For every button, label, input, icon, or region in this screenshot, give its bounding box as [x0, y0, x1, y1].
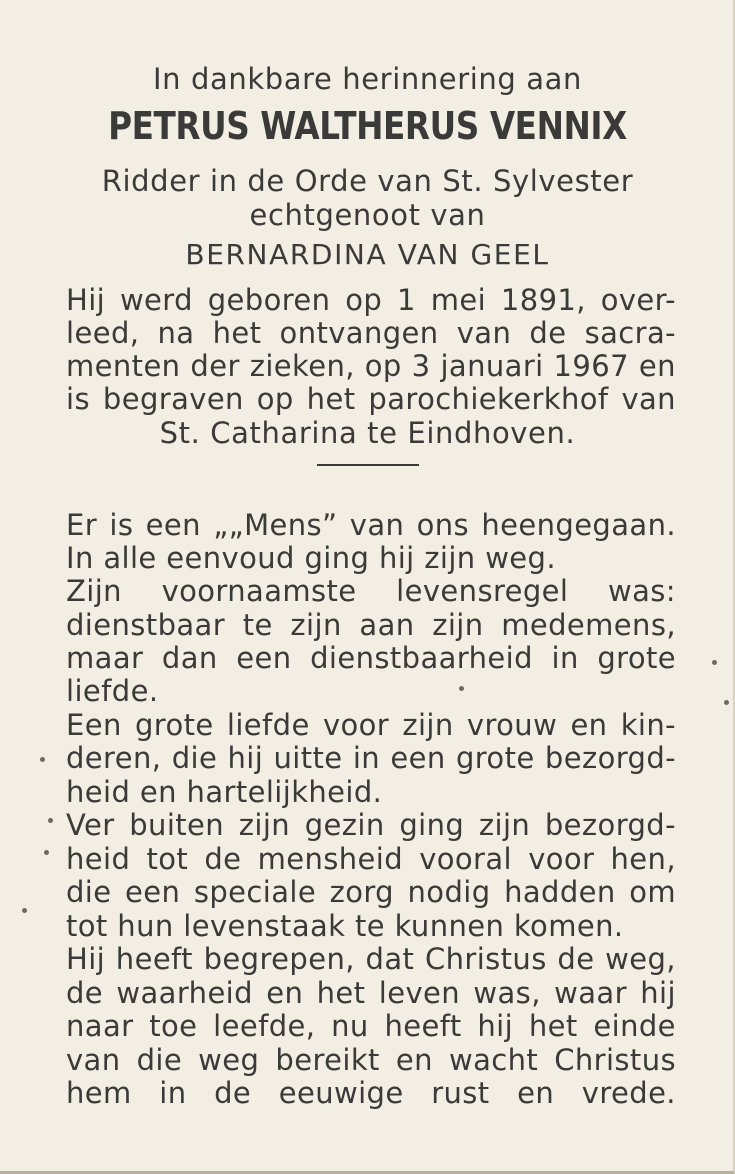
word: een	[125, 875, 181, 909]
word: zieken,	[249, 349, 355, 383]
word: en	[638, 349, 676, 383]
deceased-name: PETRUS WALTHERUS VENNIX	[108, 104, 627, 148]
word: om	[629, 875, 676, 909]
word: die	[66, 875, 112, 909]
word: vrouw	[466, 708, 558, 742]
word: gezin	[304, 808, 385, 842]
word: hadden	[504, 875, 616, 909]
tribute-line	[66, 1076, 676, 1110]
word: de	[557, 942, 595, 976]
word: de	[529, 316, 567, 350]
word: weg	[198, 1043, 260, 1077]
word: na	[157, 316, 195, 350]
word: in	[159, 1076, 187, 1110]
word: rust	[431, 1076, 490, 1110]
word: Een	[66, 708, 122, 742]
tribute-line	[66, 1009, 676, 1043]
word: 3	[411, 349, 431, 383]
tribute-line	[66, 574, 676, 608]
word: waar	[554, 976, 627, 1010]
word: der	[190, 349, 240, 383]
paper-speck	[48, 818, 53, 823]
word: bezorgd-	[544, 808, 676, 842]
word: en	[395, 1043, 433, 1077]
word: een	[145, 508, 201, 542]
word: te	[242, 608, 273, 642]
word: van	[621, 382, 676, 416]
word: Er	[66, 508, 98, 542]
word: die	[171, 741, 218, 775]
bio-line	[66, 382, 676, 416]
paper-speck	[22, 908, 27, 913]
word: parochiekerkhof	[368, 382, 609, 416]
word: een	[236, 641, 292, 675]
tribute-line	[66, 808, 676, 842]
word: grote	[597, 641, 676, 675]
word: en	[517, 1076, 555, 1110]
word: Christus	[424, 942, 547, 976]
tribute-line	[66, 842, 676, 876]
tribute-line	[66, 976, 676, 1010]
word: leefde,	[213, 1009, 316, 1043]
paper-speck	[459, 686, 464, 691]
word: Christus	[554, 1043, 676, 1077]
word: sacra-	[584, 316, 676, 350]
bio-line	[66, 283, 676, 317]
word: hij	[227, 741, 264, 775]
word: eeuwige	[278, 1076, 404, 1110]
word: grote	[455, 741, 535, 775]
word: bezorgd-	[544, 741, 676, 775]
paper-speck	[724, 700, 729, 705]
word: vooral	[419, 842, 513, 876]
word: kin-	[620, 708, 676, 742]
word: weg,	[605, 942, 676, 976]
word: leed,	[66, 316, 140, 350]
word: januari	[440, 349, 544, 383]
word: voor	[322, 708, 390, 742]
word: mei	[430, 283, 487, 317]
tribute-line	[66, 708, 676, 742]
word: zijn	[478, 808, 531, 842]
tribute-line	[66, 942, 676, 976]
word: zijn	[432, 608, 484, 642]
word: hen,	[610, 842, 676, 876]
word: het	[528, 1009, 578, 1043]
word: dan	[161, 641, 218, 675]
word: begraven	[102, 382, 244, 416]
divider-rule	[317, 464, 419, 466]
intro-line: In dankbare herinnering aan	[153, 62, 582, 96]
word: zorg	[329, 875, 394, 909]
word: speciale	[193, 875, 317, 909]
word: aan	[359, 608, 415, 642]
word: buiten	[129, 808, 225, 842]
word: heeft	[384, 1009, 462, 1043]
word: bereikt	[275, 1043, 380, 1077]
word: nodig	[407, 875, 491, 909]
tribute-line	[66, 875, 676, 909]
tribute-line	[66, 608, 676, 642]
word: hem	[66, 1076, 132, 1110]
tribute-line	[66, 741, 676, 775]
tribute-line: tot hun levenstaak te kunnen komen.	[66, 909, 624, 943]
bio-line	[66, 316, 676, 350]
word: werd	[119, 283, 193, 317]
word: Hij	[66, 942, 106, 976]
word: liefde	[226, 708, 310, 742]
tribute-line: heid en hartelijkheid.	[66, 775, 383, 809]
word: levensregel	[396, 574, 569, 608]
word: zijn	[290, 608, 342, 642]
bio-line	[66, 349, 676, 383]
word: nu	[331, 1009, 369, 1043]
word: het	[316, 976, 366, 1010]
word: het	[212, 316, 262, 350]
tribute-line	[66, 508, 676, 542]
word: naar	[66, 1009, 134, 1043]
word: voor	[528, 842, 595, 876]
word: dienstbaarheid	[310, 641, 533, 675]
bio-last-line: St. Catharina te Eindhoven.	[159, 416, 576, 450]
word: einde	[593, 1009, 676, 1043]
word: Ver	[66, 808, 115, 842]
spouse-intro: echtgenoot van	[249, 198, 486, 232]
word: heeft	[115, 942, 193, 976]
word: van	[456, 316, 512, 350]
word: maar	[66, 641, 144, 675]
word: voornaamste	[161, 574, 357, 608]
spouse-name: BERNARDINA VAN GEEL	[185, 238, 550, 271]
word: en	[570, 708, 608, 742]
word: van	[66, 1043, 121, 1077]
tribute-line	[66, 641, 676, 675]
word: op	[256, 382, 294, 416]
word: in	[352, 741, 381, 775]
tribute-line: liefde.	[66, 674, 159, 708]
word: tot	[146, 842, 189, 876]
word: 1967	[553, 349, 629, 383]
word: 1891,	[500, 283, 586, 317]
tribute-line: In alle eenvoud ging hij zijn weg.	[66, 541, 556, 575]
word: hij	[477, 1009, 514, 1043]
word: ontvangen	[279, 316, 439, 350]
word: vrede.	[581, 1076, 676, 1110]
word: grote	[134, 708, 214, 742]
word: een	[390, 741, 446, 775]
tribute-line	[66, 1043, 676, 1077]
word: van	[349, 508, 405, 542]
word: de	[214, 1076, 252, 1110]
word: Hij	[66, 283, 106, 317]
word: 1	[397, 283, 416, 317]
word: ging	[399, 808, 465, 842]
word: deren,	[66, 741, 162, 775]
word: menten	[66, 349, 181, 383]
word: dienstbaar	[66, 608, 226, 642]
paper-speck	[40, 757, 45, 762]
word: dat	[365, 942, 415, 976]
word: begrepen,	[203, 942, 355, 976]
word: wacht	[448, 1043, 539, 1077]
word: over-	[600, 283, 676, 317]
word: is	[66, 382, 90, 416]
word: zijn	[238, 808, 291, 842]
word: heid	[66, 842, 131, 876]
word: op	[345, 283, 383, 317]
word: is	[109, 508, 134, 542]
word: was:	[608, 574, 676, 608]
paper-speck	[712, 660, 717, 665]
word: medemens,	[501, 608, 676, 642]
word: en	[266, 976, 304, 1010]
word: de	[66, 976, 104, 1010]
word: heengegaan.	[481, 508, 676, 542]
word: die	[136, 1043, 183, 1077]
word: „„Mens”	[213, 508, 338, 542]
word: ons	[416, 508, 470, 542]
word: uitte	[273, 741, 343, 775]
word: waarheid	[116, 976, 253, 1010]
word: mensheid	[257, 842, 404, 876]
word: toe	[149, 1009, 198, 1043]
honor-line: Ridder in de Orde van St. Sylvester	[101, 164, 634, 198]
word: op	[364, 349, 402, 383]
word: in	[551, 641, 579, 675]
word: het	[306, 382, 356, 416]
word: hij	[640, 976, 676, 1010]
word: geboren	[207, 283, 331, 317]
word: zijn	[402, 708, 454, 742]
word: Zijn	[66, 574, 122, 608]
word: was,	[473, 976, 541, 1010]
word: de	[204, 842, 242, 876]
word: leven	[378, 976, 461, 1010]
paper-speck	[44, 850, 49, 855]
